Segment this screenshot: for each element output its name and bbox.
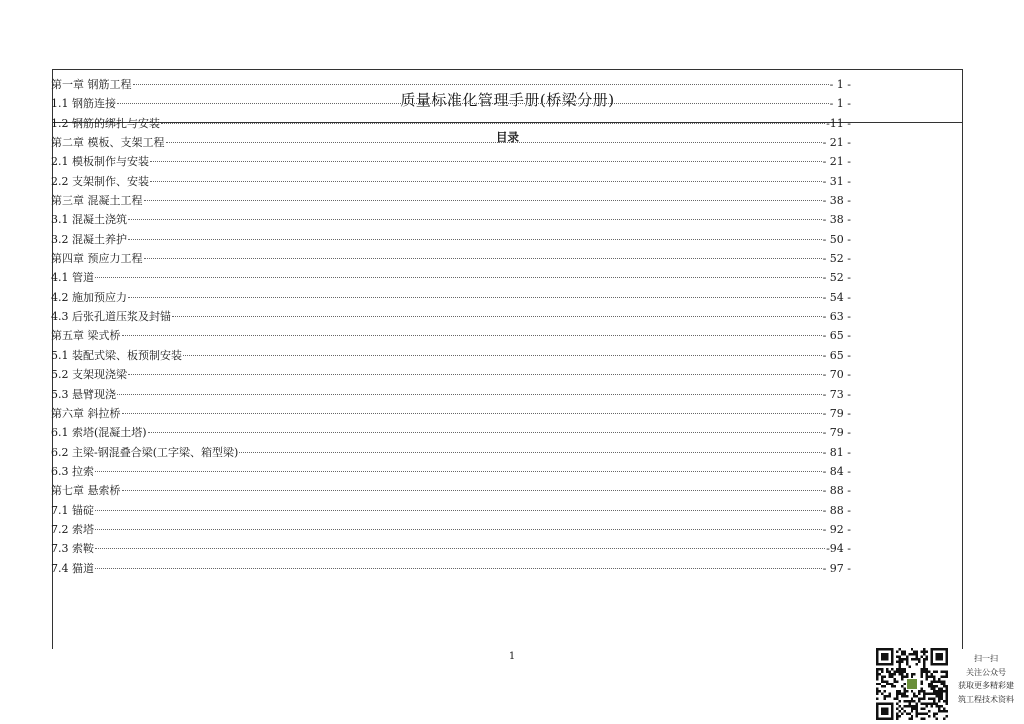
toc-entry[interactable]	[51, 289, 851, 308]
toc-entry-label: 第三章 混凝土工程	[51, 194, 143, 208]
toc-leader-dots	[150, 181, 822, 182]
toc-leader-dots	[239, 452, 821, 453]
toc-entry[interactable]	[51, 502, 851, 521]
toc-leader-dots	[144, 200, 822, 201]
toc-entry-page: - 31 -	[822, 174, 851, 188]
toc-entry[interactable]	[51, 560, 851, 579]
toc-entry-label: 7.2 索塔	[51, 522, 94, 536]
qr-caption-line: 筑工程技术资料	[958, 694, 1014, 704]
toc-entry-page: - 38 -	[822, 213, 851, 227]
toc-entry[interactable]	[51, 347, 851, 366]
toc-entry-label: 2.2 支架制作、安装	[51, 174, 149, 188]
toc-entry-label: 7.1 锚碇	[51, 503, 94, 517]
toc-entry[interactable]	[51, 386, 851, 405]
toc-leader-dots	[95, 568, 822, 569]
toc-entry[interactable]	[51, 76, 851, 95]
toc-entry[interactable]	[51, 211, 851, 230]
toc-entry-label: 5.2 支架现浇梁	[51, 368, 127, 382]
toc-leader-dots	[122, 413, 822, 414]
toc-entry[interactable]	[51, 95, 851, 114]
table-of-contents	[51, 76, 851, 579]
toc-entry-page: - 79 -	[822, 426, 851, 440]
toc-entry-page: - 21 -	[822, 155, 851, 169]
toc-entry-page: - 92 -	[822, 522, 851, 536]
toc-entry-page: - 70 -	[822, 368, 851, 382]
toc-leader-dots	[95, 510, 822, 511]
toc-leader-dots	[161, 123, 825, 124]
toc-entry-page: - 52 -	[822, 271, 851, 285]
toc-entry-label: 4.1 管道	[51, 271, 94, 285]
toc-entry-page: - 79 -	[822, 406, 851, 420]
toc-leader-dots	[117, 103, 829, 104]
toc-entry-label: 1.1 钢筋连接	[51, 97, 116, 111]
toc-entry[interactable]	[51, 173, 851, 192]
toc-entry[interactable]	[51, 153, 851, 172]
toc-leader-dots	[95, 277, 822, 278]
qr-caption-line: 扫一扫	[974, 654, 998, 663]
toc-leader-dots	[144, 258, 822, 259]
toc-leader-dots	[95, 548, 825, 549]
toc-entry-label: 4.2 施加预应力	[51, 290, 127, 304]
toc-leader-dots	[122, 335, 822, 336]
page-number: 1	[508, 651, 516, 662]
toc-entry-label: 7.4 猫道	[51, 561, 94, 575]
qr-caption-line: 获取更多精彩建	[958, 681, 1014, 690]
toc-entry-page: - 65 -	[822, 348, 851, 362]
toc-entry-label: 6.2 主梁-钢混叠合梁(工字梁、箱型梁)	[51, 445, 239, 459]
toc-entry-label: 第一章 钢筋工程	[51, 78, 132, 91]
toc-entry[interactable]	[51, 521, 851, 540]
toc-entry-page: - 97 -	[822, 561, 851, 575]
toc-entry[interactable]	[51, 308, 851, 327]
toc-heading: 目录	[496, 130, 519, 144]
toc-entry[interactable]	[51, 482, 851, 501]
toc-leader-dots	[117, 394, 822, 395]
toc-entry-label: 7.3 索鞍	[51, 542, 94, 556]
toc-leader-dots	[166, 142, 822, 143]
toc-entry-page: - 65 -	[822, 329, 851, 343]
toc-entry-label: 2.1 模板制作与安装	[51, 155, 149, 169]
toc-leader-dots	[122, 490, 822, 491]
toc-entry-label: 6.3 拉索	[51, 464, 94, 478]
toc-entry-page: - 84 -	[822, 464, 851, 478]
toc-leader-dots	[95, 529, 822, 530]
toc-entry-label: 3.2 混凝土养护	[51, 232, 127, 246]
toc-entry-page: - 63 -	[822, 310, 851, 324]
toc-entry[interactable]	[51, 250, 851, 269]
toc-entry-label: 1.2 钢筋的绑扎与安装	[51, 116, 160, 130]
toc-leader-dots	[128, 374, 822, 375]
toc-leader-dots	[148, 432, 822, 433]
toc-entry[interactable]	[51, 327, 851, 346]
document-title: 质量标准化管理手册(桥梁分册)	[400, 91, 615, 109]
toc-leader-dots	[128, 239, 822, 240]
toc-entry[interactable]	[51, 134, 851, 153]
toc-entry-page: - 52 -	[822, 252, 851, 266]
qr-code-icon	[876, 648, 948, 720]
toc-entry[interactable]	[51, 463, 851, 482]
toc-entry-page: - 73 -	[822, 387, 851, 401]
toc-entry-page: - 1 -	[829, 97, 851, 111]
toc-entry-page: -94 -	[826, 542, 851, 556]
toc-leader-dots	[128, 219, 822, 220]
toc-entry[interactable]	[51, 444, 851, 463]
toc-entry[interactable]	[51, 424, 851, 443]
toc-entry-page: - 88 -	[822, 484, 851, 498]
toc-entry[interactable]	[51, 405, 851, 424]
qr-caption-line: 关注公众号	[966, 667, 1006, 677]
toc-entry-page: - 81 -	[822, 445, 851, 459]
toc-entry-label: 3.1 混凝土浇筑	[51, 213, 127, 227]
toc-entry-label: 5.1 装配式梁、板预制安装	[51, 348, 182, 362]
toc-entry-page: - 1 -	[829, 78, 851, 91]
toc-entry[interactable]	[51, 269, 851, 288]
toc-entry-label: 第五章 梁式桥	[51, 329, 121, 343]
toc-entry-label: 4.3 后张孔道压浆及封锚	[51, 310, 171, 324]
toc-entry-page: - 21 -	[822, 136, 851, 150]
toc-entry-label: 5.3 悬臂现浇	[51, 387, 116, 401]
toc-entry[interactable]	[51, 366, 851, 385]
toc-entry[interactable]	[51, 231, 851, 250]
toc-entry-label: 第二章 模板、支架工程	[51, 136, 165, 150]
toc-entry-page: -11 -	[826, 116, 851, 130]
toc-entry[interactable]	[51, 192, 851, 211]
toc-entry[interactable]	[51, 115, 851, 134]
toc-entry-page: - 38 -	[822, 194, 851, 208]
toc-entry-page: - 88 -	[822, 503, 851, 517]
toc-leader-dots	[150, 161, 822, 162]
toc-entry-label: 第七章 悬索桥	[51, 484, 121, 498]
toc-leader-dots	[95, 471, 822, 472]
toc-entry-page: - 54 -	[822, 290, 851, 304]
qr-block	[876, 648, 948, 720]
toc-leader-dots	[128, 297, 822, 298]
toc-entry-label: 6.1 索塔(混凝土塔)	[51, 426, 147, 440]
toc-entry-page: - 50 -	[822, 232, 851, 246]
toc-entry-label: 第四章 预应力工程	[51, 252, 143, 266]
toc-leader-dots	[133, 84, 829, 85]
qr-caption	[952, 652, 1020, 706]
toc-entry-label: 第六章 斜拉桥	[51, 406, 121, 420]
toc-leader-dots	[183, 355, 822, 356]
toc-leader-dots	[172, 316, 822, 317]
toc-entry[interactable]	[51, 540, 851, 559]
